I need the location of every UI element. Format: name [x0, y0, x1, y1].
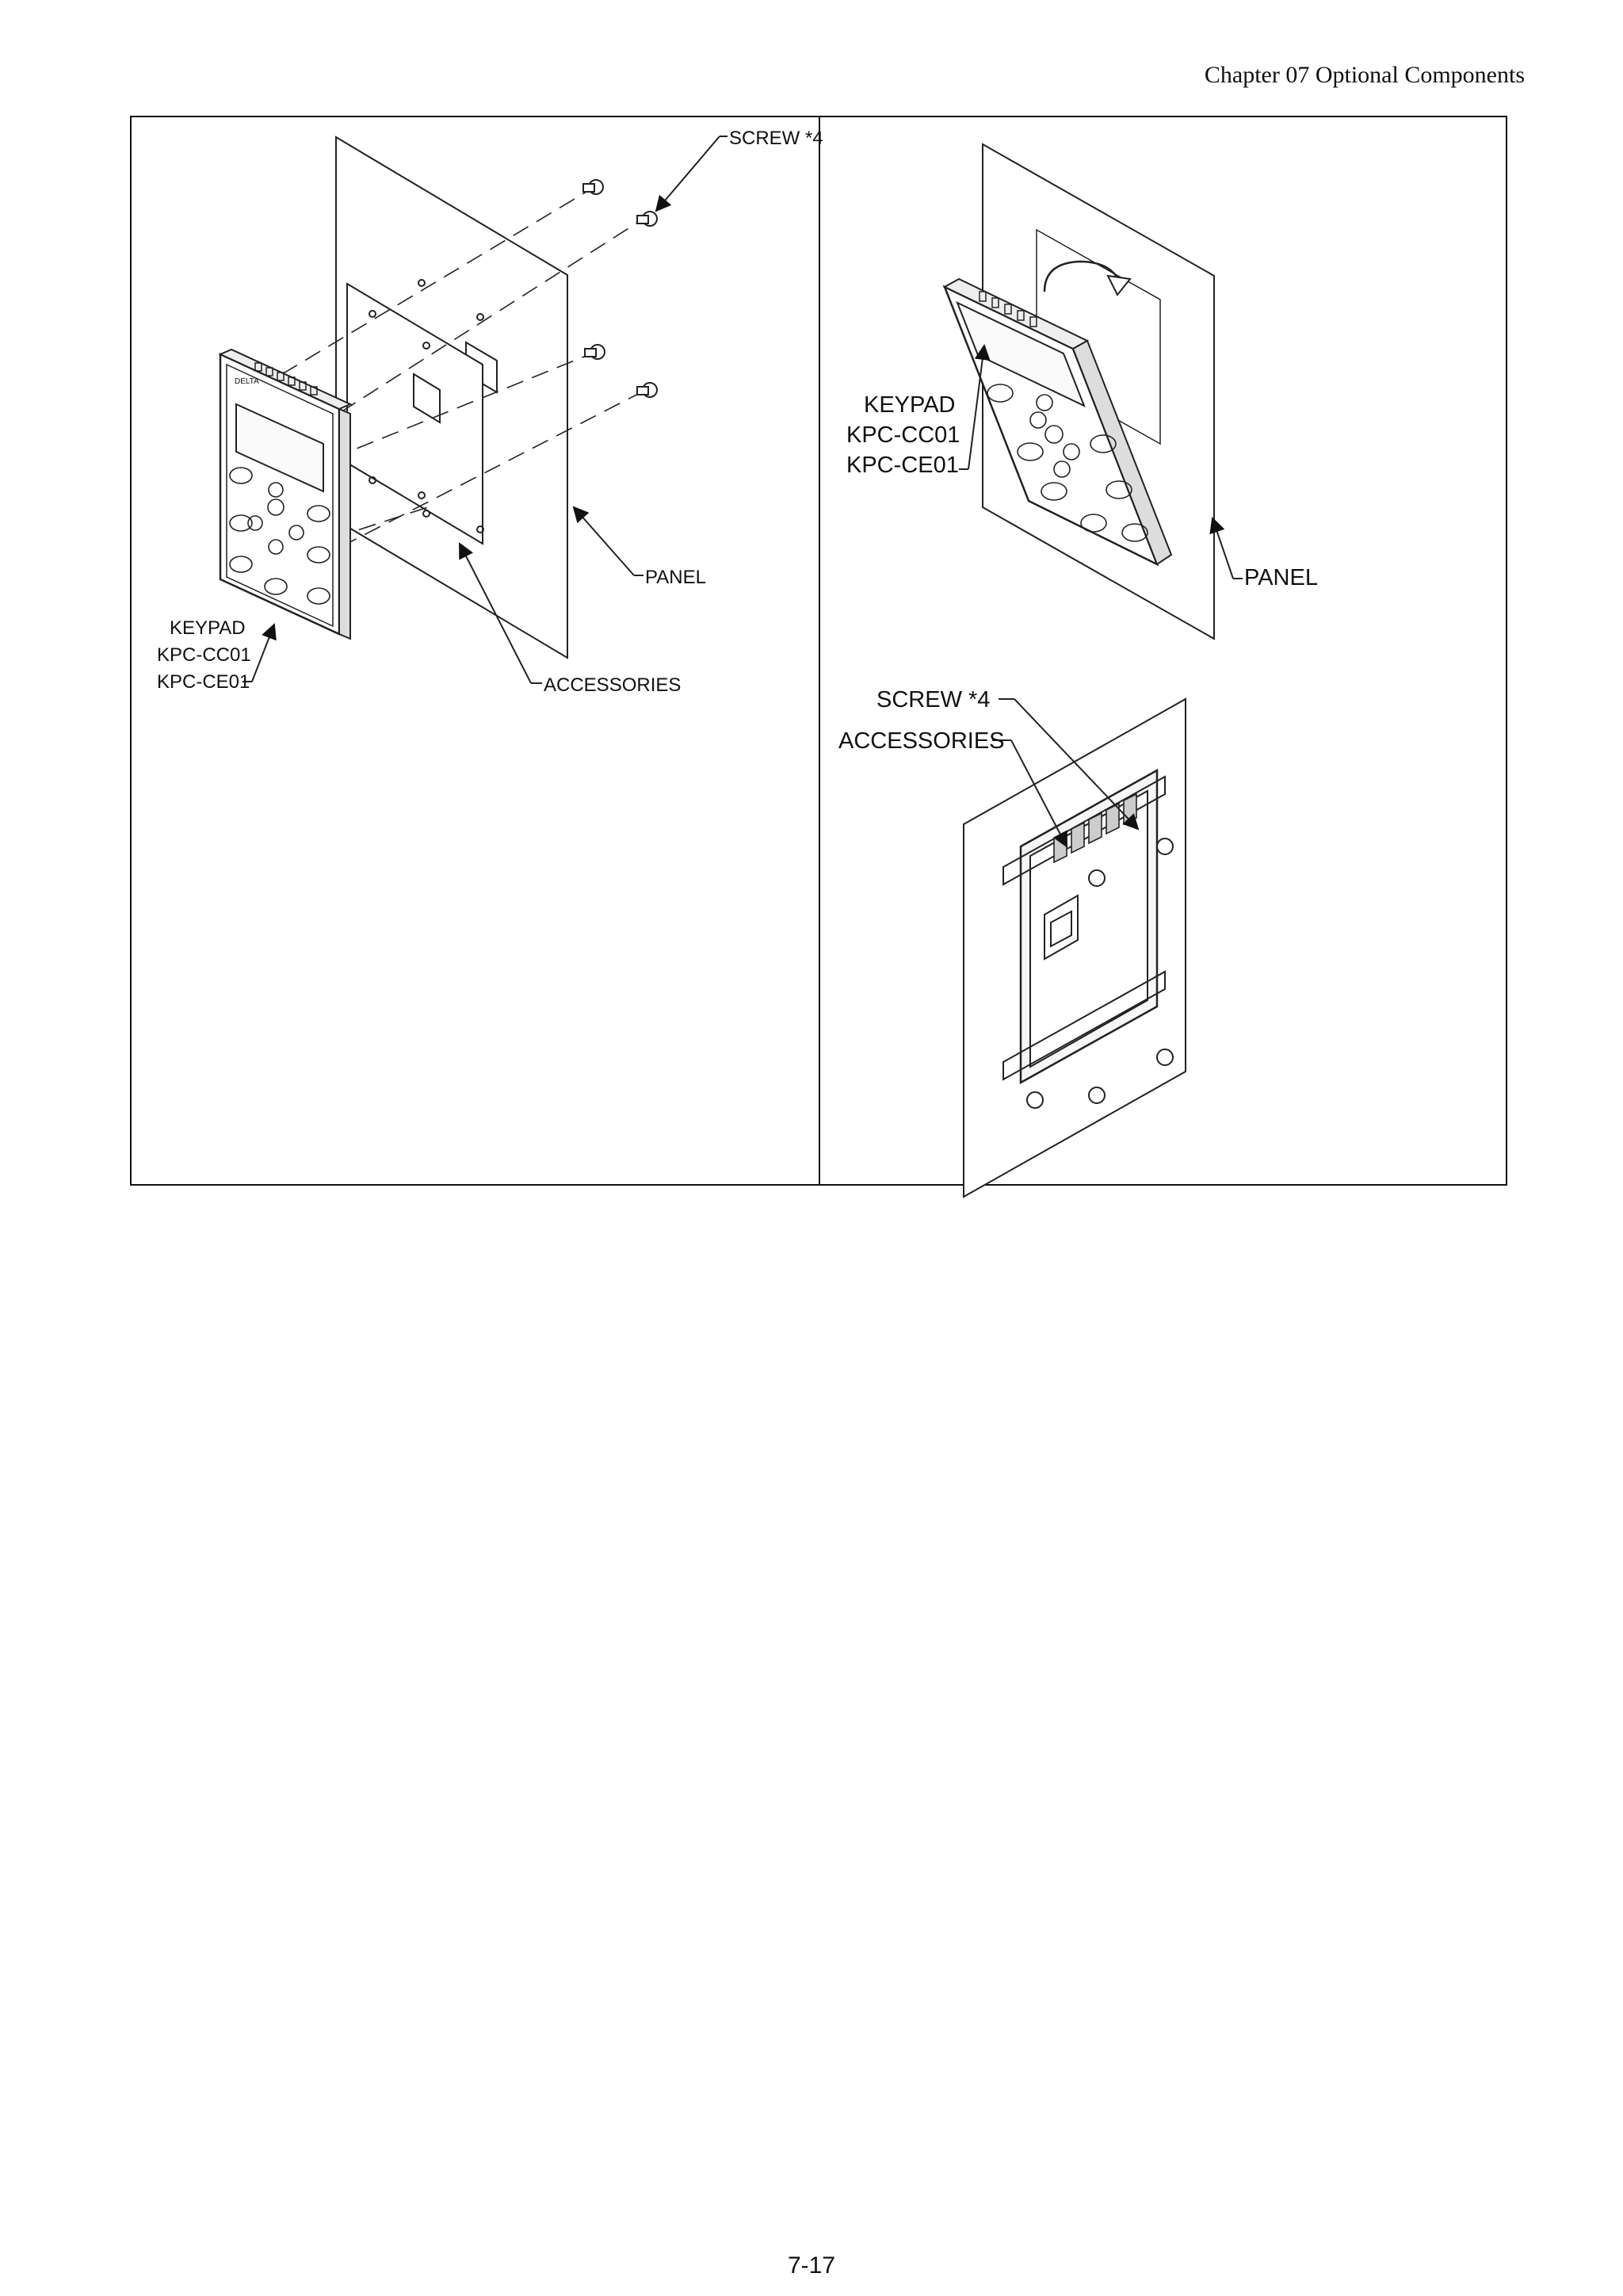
rear-screw-label: SCREW *4 [876, 687, 991, 712]
screw-icon [637, 212, 657, 226]
left-keypad-drawing [220, 350, 350, 639]
screw-icon [1089, 1087, 1105, 1103]
right-keypad-model-1: KPC-CC01 [846, 422, 960, 448]
right-keypad-label: KEYPAD [864, 392, 956, 418]
screw-icon [583, 180, 603, 194]
left-accessories-label: ACCESSORIES [544, 674, 682, 696]
keypad-brand-text: DELTA [235, 377, 259, 386]
left-panel-label: PANEL [645, 567, 706, 588]
left-keypad-model-1: KPC-CC01 [157, 644, 251, 666]
left-exploded-view [220, 136, 727, 683]
screw-icon [1027, 1092, 1043, 1108]
screw-icon [1157, 1049, 1173, 1065]
rear-accessories-label: ACCESSORIES [838, 728, 1005, 754]
rear-assembled-view [964, 699, 1186, 1197]
screw-icon [637, 383, 657, 397]
left-screw-label: SCREW *4 [729, 128, 823, 149]
screw-icon [1157, 839, 1173, 854]
left-keypad-label: KEYPAD [170, 617, 246, 639]
right-panel-label: PANEL [1244, 565, 1318, 590]
right-keypad-model-2: KPC-CE01 [846, 453, 959, 478]
right-mounting-view [945, 144, 1243, 639]
chapter-header: Chapter 07 Optional Components [1204, 62, 1525, 88]
left-keypad-model-2: KPC-CE01 [157, 671, 250, 693]
screw-icon [585, 345, 605, 359]
page-number: 7-17 [787, 2252, 836, 2279]
screw-icon [1089, 870, 1105, 886]
